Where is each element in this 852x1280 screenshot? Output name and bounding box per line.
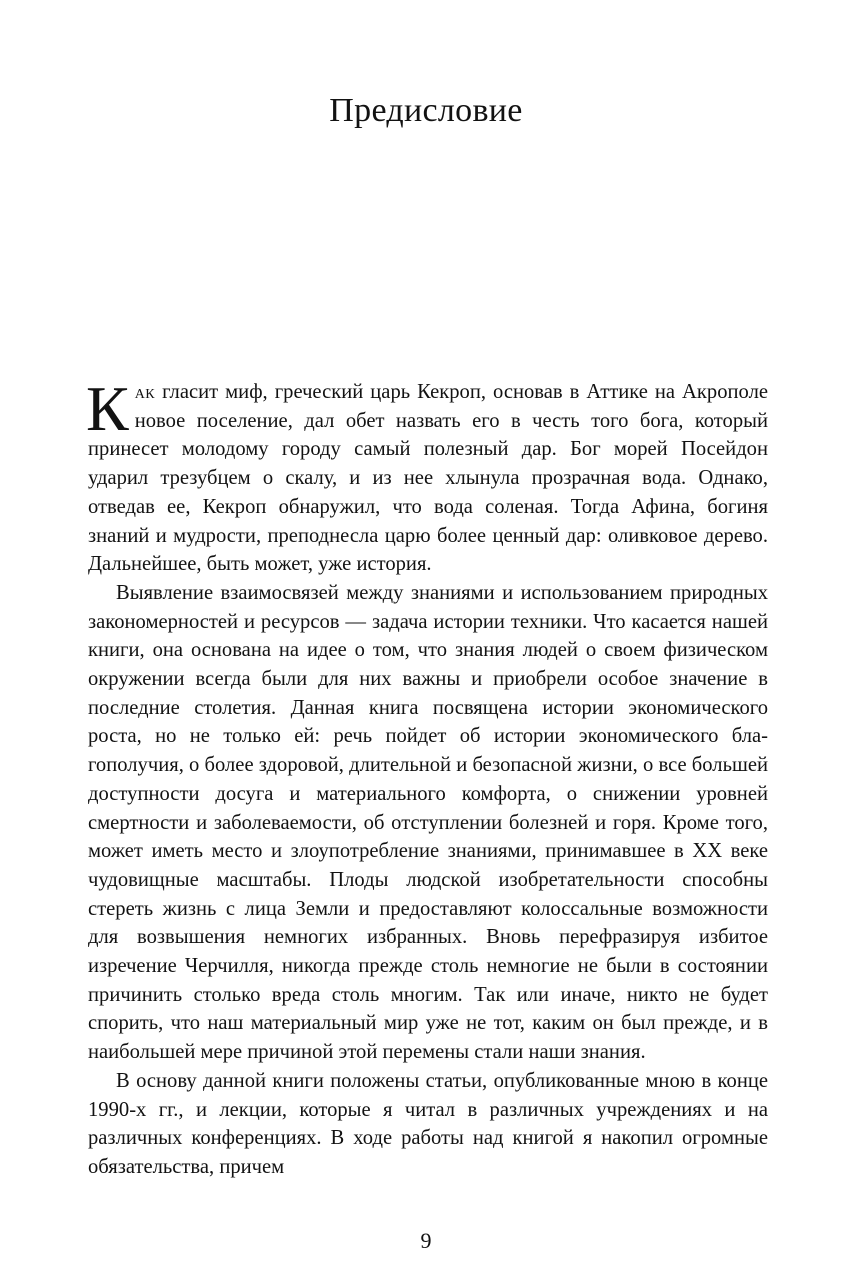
- chapter-title: Предисловие: [329, 92, 523, 129]
- drop-cap: К: [86, 373, 129, 444]
- paragraph-2: Выявление взаимосвязей между знаниями и использованием природных закономерностей и ресурсов — задача истории техники. Что касается нашей книги, она основана на идее о том, что знания людей о своем физическом окружении всегда были для них важны и приобрели особое значение в последние столетия. Данная книга посвящена истории экономического роста, но не только ей: речь пойдет об истории экономического благополучия, о более здоровой, длительной и безопасной жизни, о все большей доступности досуга и материального комфорта, о снижении уровней смертности и заболеваемости, об отступлении болезней и горя. Кроме того, может иметь место и злоупотребление знаниями, принимавшее в XX веке чудовищные масштабы. Плоды людской изобретательности способны стереть жизнь с лица Земли и предоставляют колоссальные возможности для возвышения немногих избранных. Вновь перефразируя избитое изречение Черчилля, никогда прежде столь немногие не были в состоянии причинить столько вреда столь многим. Так или иначе, никто не будет спорить, что наш материальный мир уже не тот, каким он был прежде, и в наибольшей мере причиной этой перемены стали наши знания.: [88, 581, 768, 1064]
- paragraph-3: В основу данной книги положены статьи, опубликованные мною в конце 1990-х гг., и лекции, которые я читал в различных учреждениях и на различных конференциях. В ходе работы над книгой я накопил огромные обязательства, причем: [88, 1069, 768, 1178]
- page-number: 9: [420, 1228, 432, 1253]
- paragraph-1-lead: ак: [134, 381, 156, 403]
- paragraph-1-text: гласит миф, греческий царь Кекроп, основав в Аттике на Акрополе новое поселение, дал обет назвать его в честь того бога, который принесет молодому городу самый полезный дар. Бог морей Посейдон ударил трезубцем о скалу, и из нее хлынула прозрачная вода. Однако, отведав ее, Кекроп обнаружил, что вода соленая. Тогда Афина, богиня знаний и мудрости, преподнесла царю более ценный дар: оливковое дерево. Дальнейшее, быть может, уже история.: [88, 381, 768, 576]
- body-text: [86, 373, 768, 1182]
- paragraph-1: [86, 373, 768, 579]
